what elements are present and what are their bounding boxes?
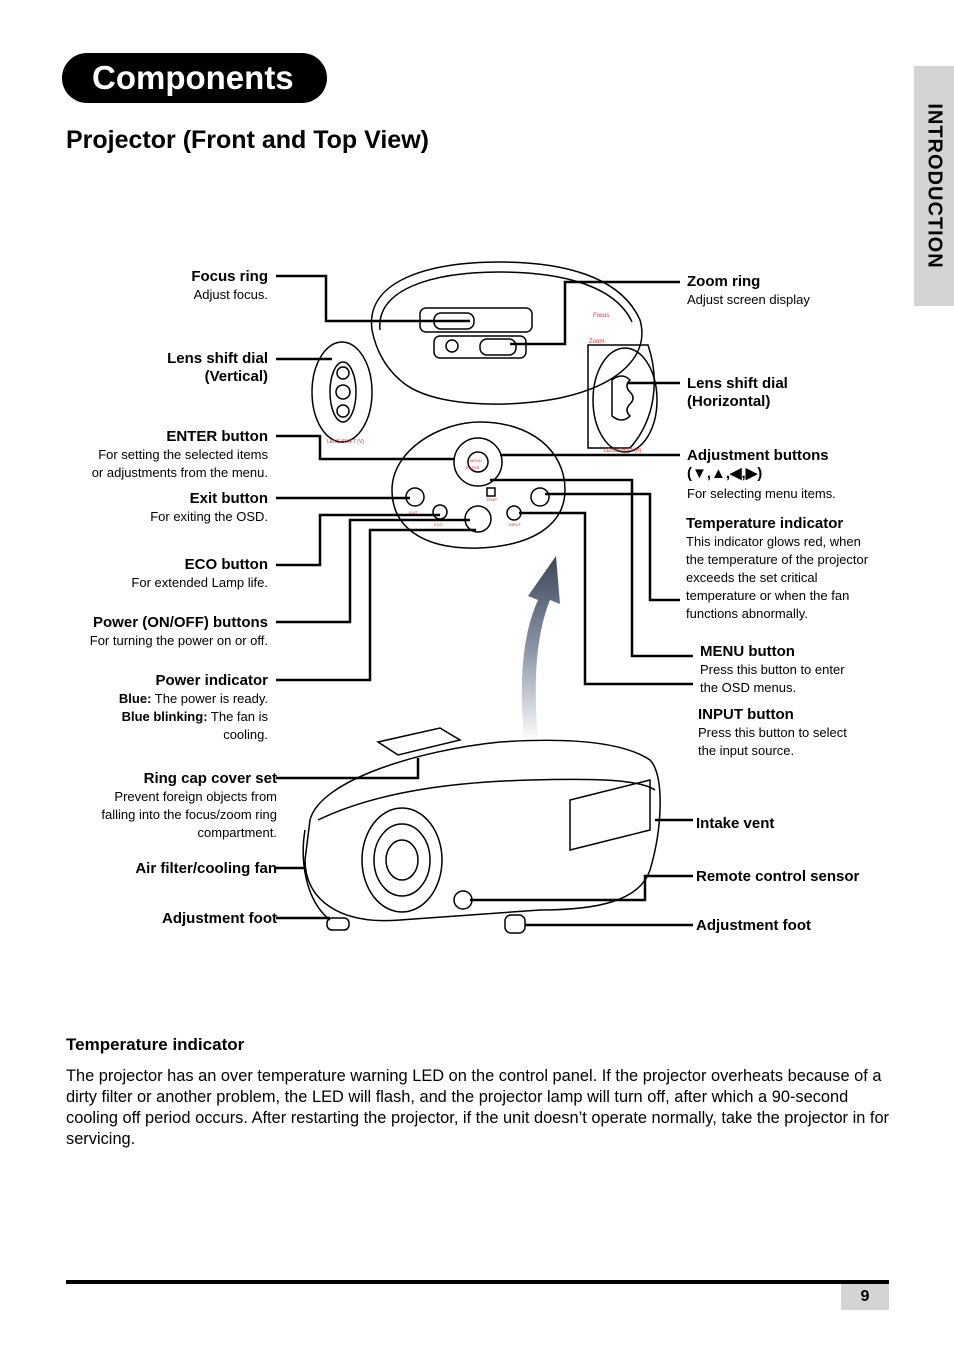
projector-body-illustration — [303, 728, 660, 933]
label-adjustment-foot-right: Adjustment foot — [696, 917, 811, 934]
diagram-exit-label: EXIT — [409, 510, 418, 515]
label-temperature-indicator: Temperature indicator This indicator glows red, when the temperature of the projector exceeds the set critical temperature or when the fan functions abnormally. — [686, 515, 869, 621]
footer-rule — [66, 1280, 889, 1284]
page-title: Components — [62, 53, 327, 103]
label-remote-sensor: Remote control sensor — [696, 868, 860, 885]
label-focus-ring: Focus ring Adjust focus. — [191, 268, 268, 302]
label-intake-vent: Intake vent — [696, 815, 775, 832]
temperature-heading: Temperature indicator — [66, 1035, 245, 1054]
diagram-lens-shift-h-label: LENS SHIFT (H) — [604, 448, 642, 454]
diagram-zoom-label: Zoom — [589, 339, 605, 345]
label-exit-button: Exit button For exiting the OSD. — [150, 490, 268, 524]
page-number: 9 — [841, 1284, 889, 1310]
label-air-filter: Air filter/cooling fan — [135, 860, 277, 877]
diagram-eco-label: ECO — [434, 522, 443, 527]
label-ring-cap-cover: Ring cap cover set Prevent foreign objects from falling into the focus/zoom ring compartment. — [101, 770, 277, 840]
diagram-lens-shift-v-label: LENS SHIFT (V) — [327, 439, 364, 445]
label-lens-shift-vertical: Lens shift dial (Vertical) — [167, 350, 268, 385]
temperature-paragraph: The projector has an over temperature warning LED on the control panel. If the projector overheats because of a dirty filter or another problem, the LED will flash, and the projector lamp will turn off, after which a 90-second cooling off period occurs. After restarting the projector, if the unit doesn’t operate normally, take the projector in for servicing. — [66, 1067, 890, 1148]
label-menu-button: MENU button Press this button to enter the OSD menus. — [700, 643, 845, 695]
label-adjustment-buttons: Adjustment buttons (▼,▲,◀,▶) For selecting menu items. — [687, 447, 836, 501]
label-enter-button: ENTER button For setting the selected items or adjustments from the menu. — [91, 428, 268, 480]
section-tab-label: INTRODUCTION — [923, 103, 946, 269]
label-eco-button: ECO button For extended Lamp life. — [131, 556, 268, 590]
diagram-menu-label: MENU — [470, 458, 482, 463]
diagram-enter-label: ENTER — [466, 465, 480, 470]
diagram-focus-label: Focus — [593, 313, 610, 319]
label-lens-shift-horizontal: Lens shift dial (Horizontal) — [687, 375, 788, 410]
zoom-arrow — [522, 556, 560, 742]
diagram-temp-label: TEMP — [486, 497, 498, 502]
label-power-buttons: Power (ON/OFF) buttons For turning the power on or off. — [89, 614, 268, 648]
label-zoom-ring: Zoom ring Adjust screen display — [687, 273, 810, 307]
diagram-input-label: INPUT — [509, 522, 521, 527]
section-title: Projector (Front and Top View) — [66, 126, 429, 154]
label-power-indicator: Power indicator Blue: The power is ready. Blue blinking: The fan is cooling. — [118, 672, 268, 742]
vertical-dial-illustration — [312, 342, 372, 442]
label-input-button: INPUT button Press this button to select the input source. — [698, 706, 847, 758]
label-adjustment-foot-left: Adjustment foot — [162, 910, 277, 927]
lens-compartment-illustration — [371, 262, 657, 452]
